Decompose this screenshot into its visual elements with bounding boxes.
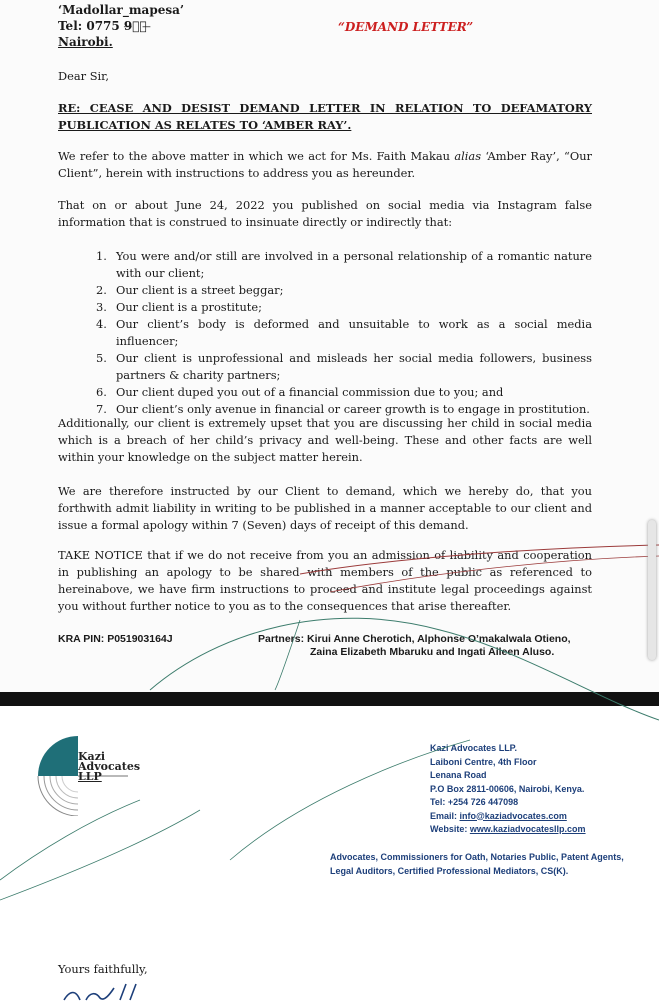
para1-text-b: ‘Amber Ray’, “Our Client”, herein with instructions to address you as hereunder. — [58, 149, 592, 180]
allegation-number: 3. — [96, 300, 107, 314]
salutation: Dear Sir, — [58, 69, 109, 83]
allegation-number: 7. — [96, 402, 107, 416]
allegation-item — [96, 316, 592, 350]
website-link[interactable]: www.kaziadvocatesllp.com — [469, 824, 586, 834]
sender-name: ‘Madollar_mapesa’ — [58, 3, 185, 17]
closing-yours: Yours faithfully, — [58, 962, 148, 976]
allegation-item — [96, 248, 592, 282]
firm-name: Kazi Advocates LLP. — [430, 743, 518, 753]
allegation-number: 2. — [96, 283, 107, 297]
letter-title: “DEMAND LETTER” — [338, 20, 474, 34]
allegation-text: Our client’s only avenue in financial or career growth is to engage in prostitution. — [116, 402, 590, 416]
allegation-number: 4. — [96, 317, 107, 331]
kra-pin: KRA PIN: P051903164J — [58, 633, 173, 645]
allegation-number: 6. — [96, 385, 107, 399]
allegation-text: Our client is a prostitute; — [116, 300, 262, 314]
re-line: RE: CEASE AND DESIST DEMAND LETTER IN RELATION TO DEFAMATORY PUBLICATION AS RELATES TO ‘AMBER RAY’. — [58, 101, 592, 132]
paragraph-1 — [58, 148, 592, 182]
letterhead-page — [0, 706, 659, 1000]
paragraph-5: TAKE NOTICE that if we do not receive from you an admission of liability and cooperation in publishing an apology to be shared with members of the public as referenced to hereinabove, we have firm instructions to proceed and institute legal proceedings against you without further notice to you as to the consequences that arise thereafter. — [58, 548, 592, 613]
sender-city: Nairobi. — [58, 35, 113, 49]
sender-block — [58, 2, 184, 50]
logo-text — [78, 752, 140, 782]
firm-address-2: Lenana Road — [430, 770, 487, 780]
page-separator — [0, 692, 659, 706]
firm-tel: Tel: +254 726 447098 — [430, 797, 519, 807]
allegation-text: You were and/or still are involved in a personal relationship of a romantic nature with our client; — [116, 249, 592, 280]
allegation-item — [96, 299, 592, 316]
allegation-item — [96, 384, 592, 401]
website-label: Website: — [430, 824, 470, 834]
allegation-text: Our client duped you out of a financial commission due to you; and — [116, 385, 504, 399]
signature-icon — [60, 982, 170, 1002]
email-label: Email: — [430, 810, 460, 821]
logo-line-3: LLP — [78, 770, 102, 783]
firm-services: Advocates, Commissioners for Oath, Notaries Public, Patent Agents, Legal Auditors, Certified Professional Mediators, CS(K). — [330, 852, 624, 876]
firm-website-row — [430, 823, 586, 837]
para1-alias: alias — [454, 149, 482, 163]
allegation-text: Our client is a street beggar; — [116, 283, 284, 297]
sender-tel: Tel: 0775 9̶⃨⃨ ̶ — [58, 19, 151, 33]
para1-text-a: We refer to the above matter in which we act for Ms. Faith Makau — [58, 149, 455, 163]
paragraph-3: Additionally, our client is extremely upset that you are discussing her child in social media which is a breach of her child’s privacy and well-being. These and other facts are well within your knowledge on the subject matter herein. — [58, 416, 592, 464]
firm-email-row — [430, 810, 586, 824]
allegation-item — [96, 282, 592, 299]
allegation-item — [96, 350, 592, 384]
allegation-number: 5. — [96, 351, 107, 365]
scroll-handle[interactable] — [648, 520, 656, 660]
email-link[interactable]: info@kaziadvocates.com — [459, 810, 567, 821]
paragraph-2: That on or about June 24, 2022 you published on social media via Instagram false information that is construed to insinuate directly or indirectly that: — [58, 198, 592, 229]
logo-line-2: Advocates — [78, 760, 141, 773]
firm-pobox: P.O Box 2811-00606, Nairobi, Kenya. — [430, 783, 585, 794]
partners-line-1: Partners: Kirui Anne Cherotich, Alphonse O’makalwala Otieno, — [258, 633, 571, 645]
allegation-number: 1. — [96, 249, 107, 263]
allegation-text: Our client is unprofessional and misleads her social media followers, business partners & charity partners; — [116, 351, 592, 382]
allegations-list — [96, 248, 592, 418]
paragraph-4: We are therefore instructed by our Client to demand, which we hereby do, that you forthwith admit liability in writing to be published in a manner acceptable to our client and issue a formal apology within 7 (Seven) days of receipt of this demand. — [58, 484, 592, 532]
partners-line-2: Zaina Elizabeth Mbaruku and Ingati Aileen Aluso. — [310, 646, 555, 658]
partners — [258, 633, 598, 659]
logo-line-1: Kazi — [78, 750, 106, 763]
firm-address — [430, 742, 586, 837]
firm-address-1: Laiboni Centre, 4th Floor — [430, 756, 537, 767]
allegation-text: Our client’s body is deformed and unsuitable to work as a social media influencer; — [116, 317, 592, 348]
